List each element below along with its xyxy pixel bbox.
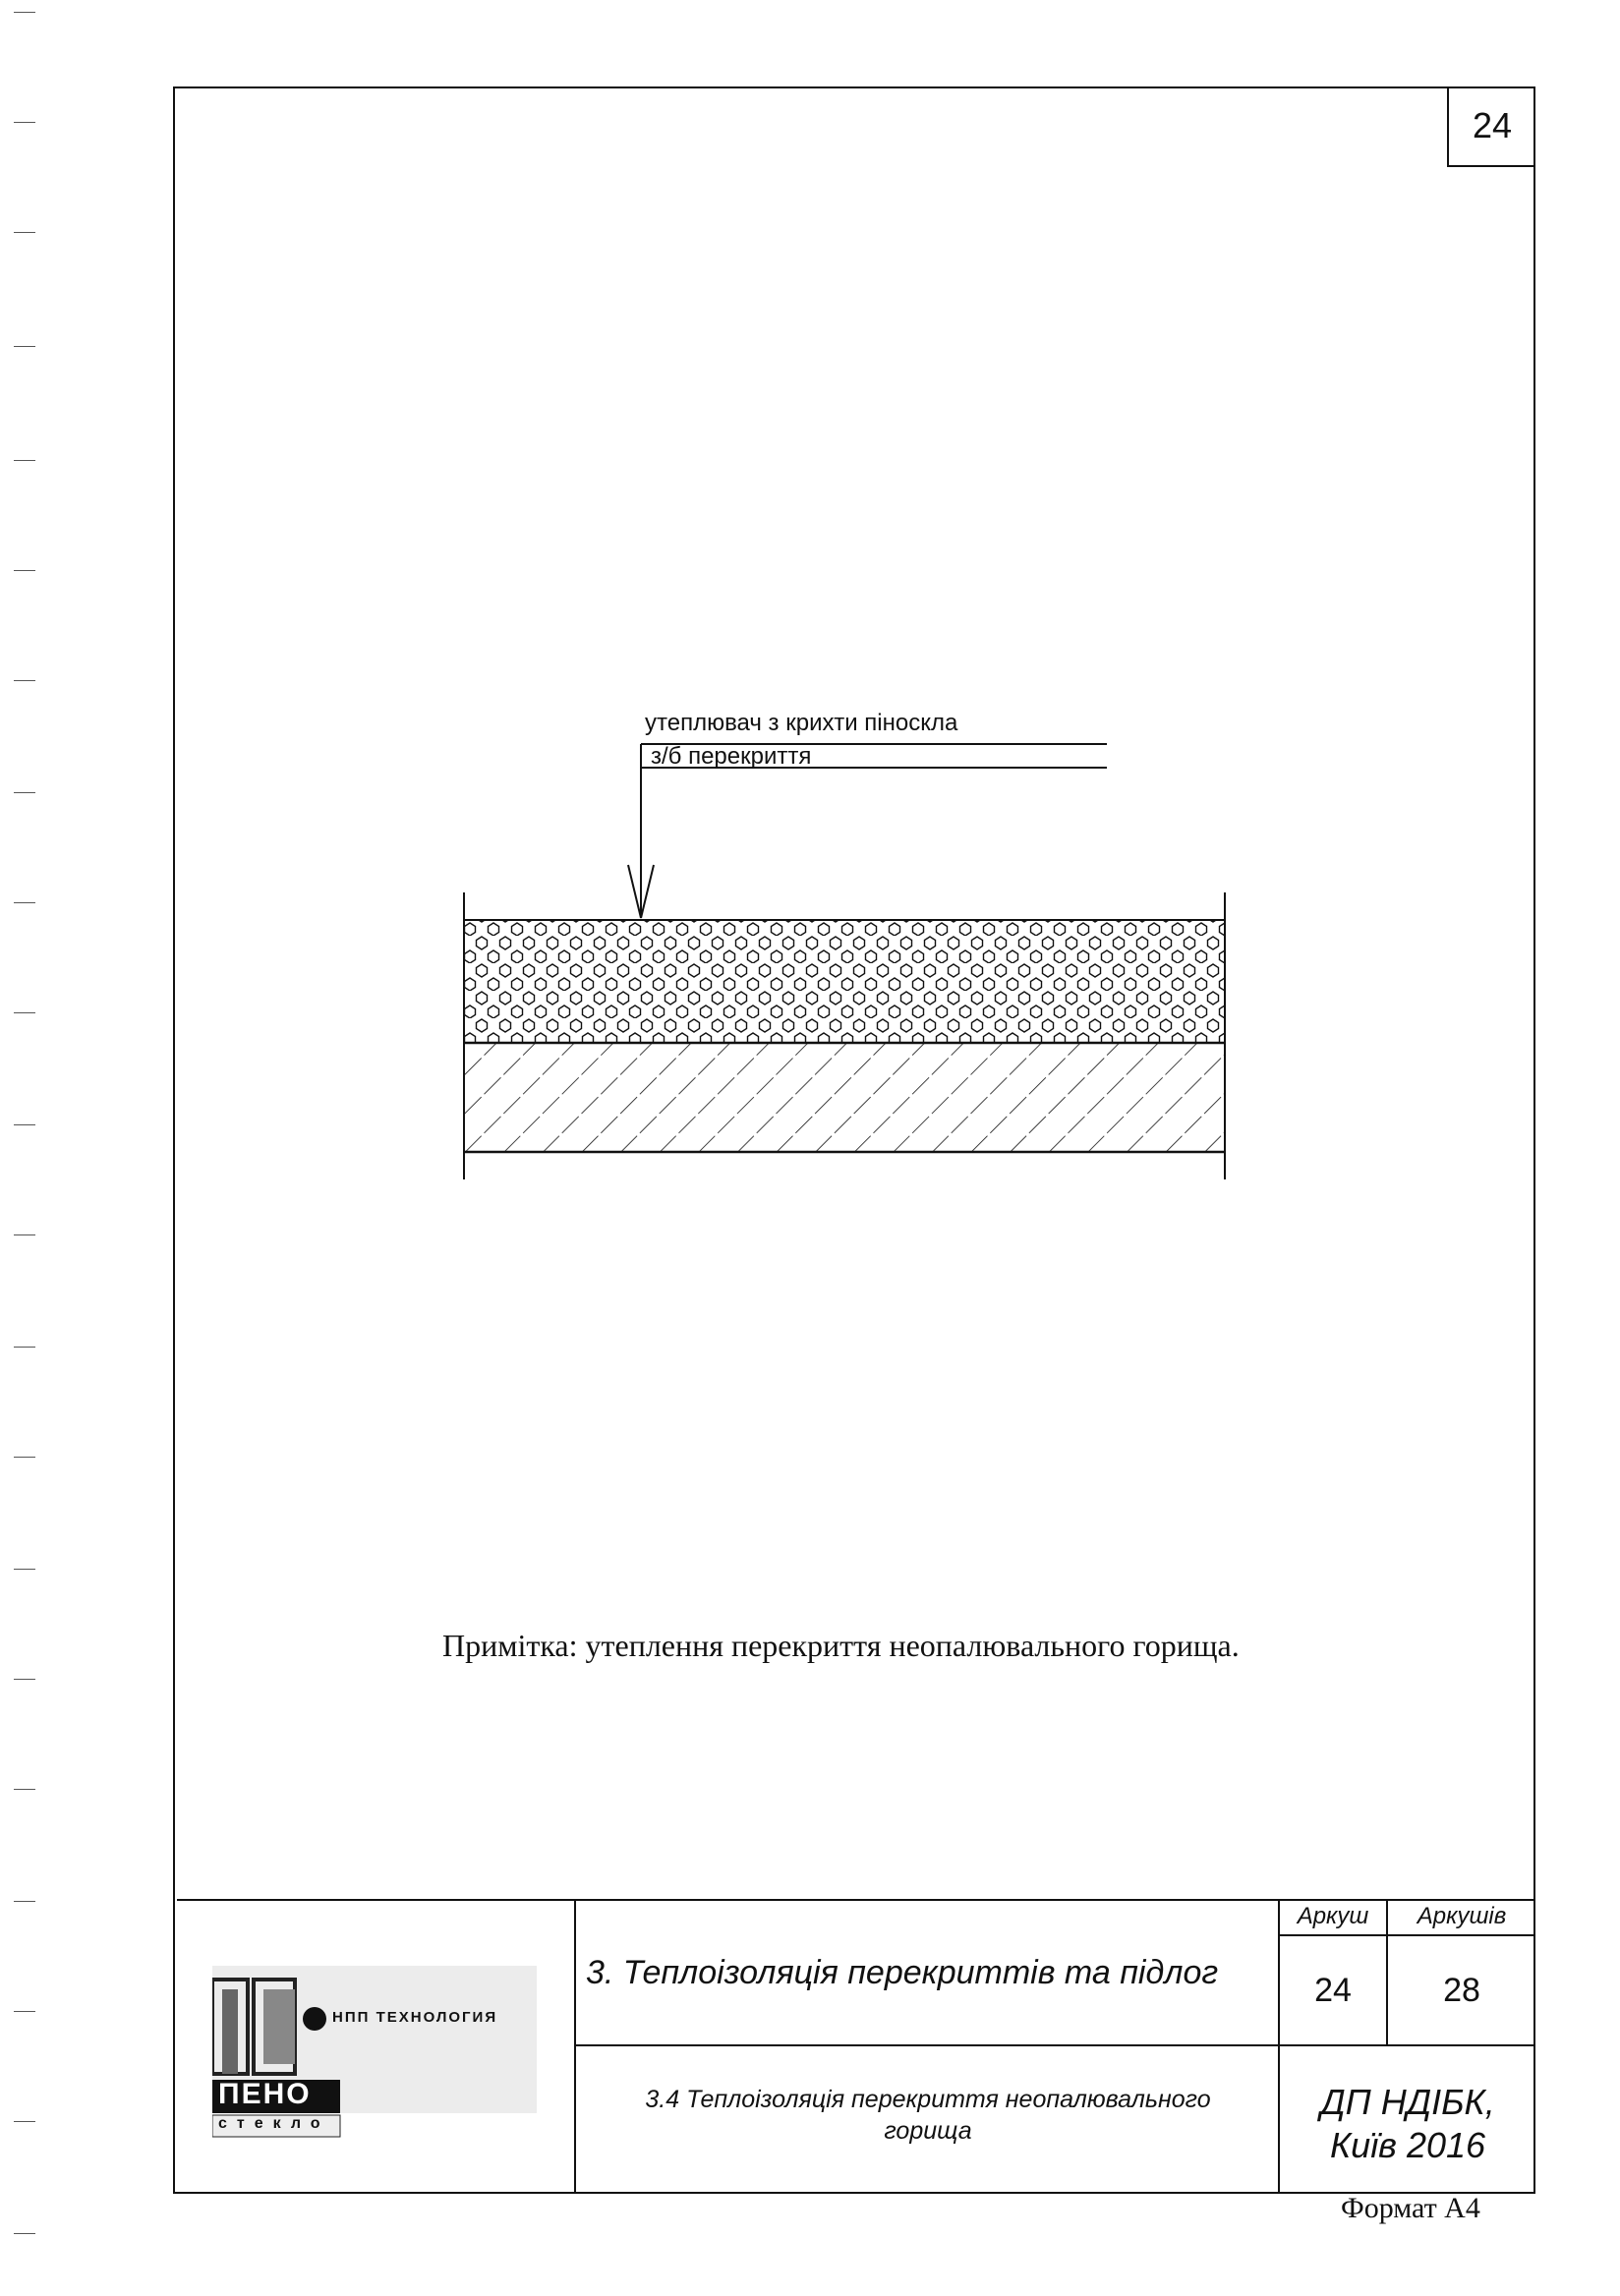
margin-tick	[14, 2121, 35, 2122]
margin-tick	[14, 2011, 35, 2012]
logo-brand: ПЕНО	[218, 2078, 312, 2110]
title-block	[177, 1899, 1535, 2194]
logo-company-name: НПП ТЕХНОЛОГИЯ	[332, 2009, 498, 2026]
margin-tick	[14, 12, 35, 13]
margin-tick	[14, 1569, 35, 1570]
note-text: Примітка: утеплення перекриття неопалювального горища.	[442, 1628, 1240, 1663]
arrow-head	[628, 865, 641, 918]
subsection-title-line2: горища	[884, 2117, 972, 2145]
margin-tick	[14, 1124, 35, 1125]
margin-tick	[14, 1789, 35, 1790]
organization-line1: ДП НДІБК,	[1320, 2082, 1495, 2122]
margin-tick	[14, 1347, 35, 1348]
margin-tick	[14, 902, 35, 903]
company-logo	[212, 1966, 537, 2143]
concrete-slab-layer	[464, 1044, 1225, 1152]
arrow-head	[641, 865, 654, 918]
margin-tick	[14, 1012, 35, 1013]
organization-line2: Київ 2016	[1329, 2125, 1486, 2165]
callout-label: з/б перекриття	[651, 743, 812, 770]
margin-tick	[14, 122, 35, 123]
section-title: 3. Теплоізоляція перекриттів та підлог	[586, 1954, 1219, 1991]
sheet-header: Аркуш	[1297, 1903, 1369, 1929]
format-label: Формат А4	[1341, 2192, 1480, 2224]
foam-glass-insulation-layer	[464, 920, 1225, 1042]
margin-tick	[14, 1901, 35, 1902]
sheet-number: 24	[1447, 86, 1535, 167]
section-drawing	[423, 688, 1248, 1204]
margin-tick	[14, 1234, 35, 1235]
margin-tick	[14, 460, 35, 461]
margin-tick	[14, 680, 35, 681]
logo-sub: стекло	[218, 2115, 330, 2132]
margin-tick	[14, 2233, 35, 2234]
margin-tick	[14, 346, 35, 347]
margin-tick	[14, 1679, 35, 1680]
callout-label: утеплювач з крихти піноскла	[645, 710, 958, 736]
margin-tick	[14, 232, 35, 233]
sheets-value: 28	[1443, 1972, 1480, 2009]
floor-section-svg	[423, 688, 1248, 1199]
sheets-header: Аркушів	[1417, 1903, 1507, 1929]
margin-tick	[14, 570, 35, 571]
sheet-value: 24	[1314, 1972, 1352, 2009]
subsection-title-line1: 3.4 Теплоізоляція перекриття неопалювального	[645, 2086, 1211, 2113]
margin-tick	[14, 792, 35, 793]
margin-tick	[14, 1457, 35, 1458]
